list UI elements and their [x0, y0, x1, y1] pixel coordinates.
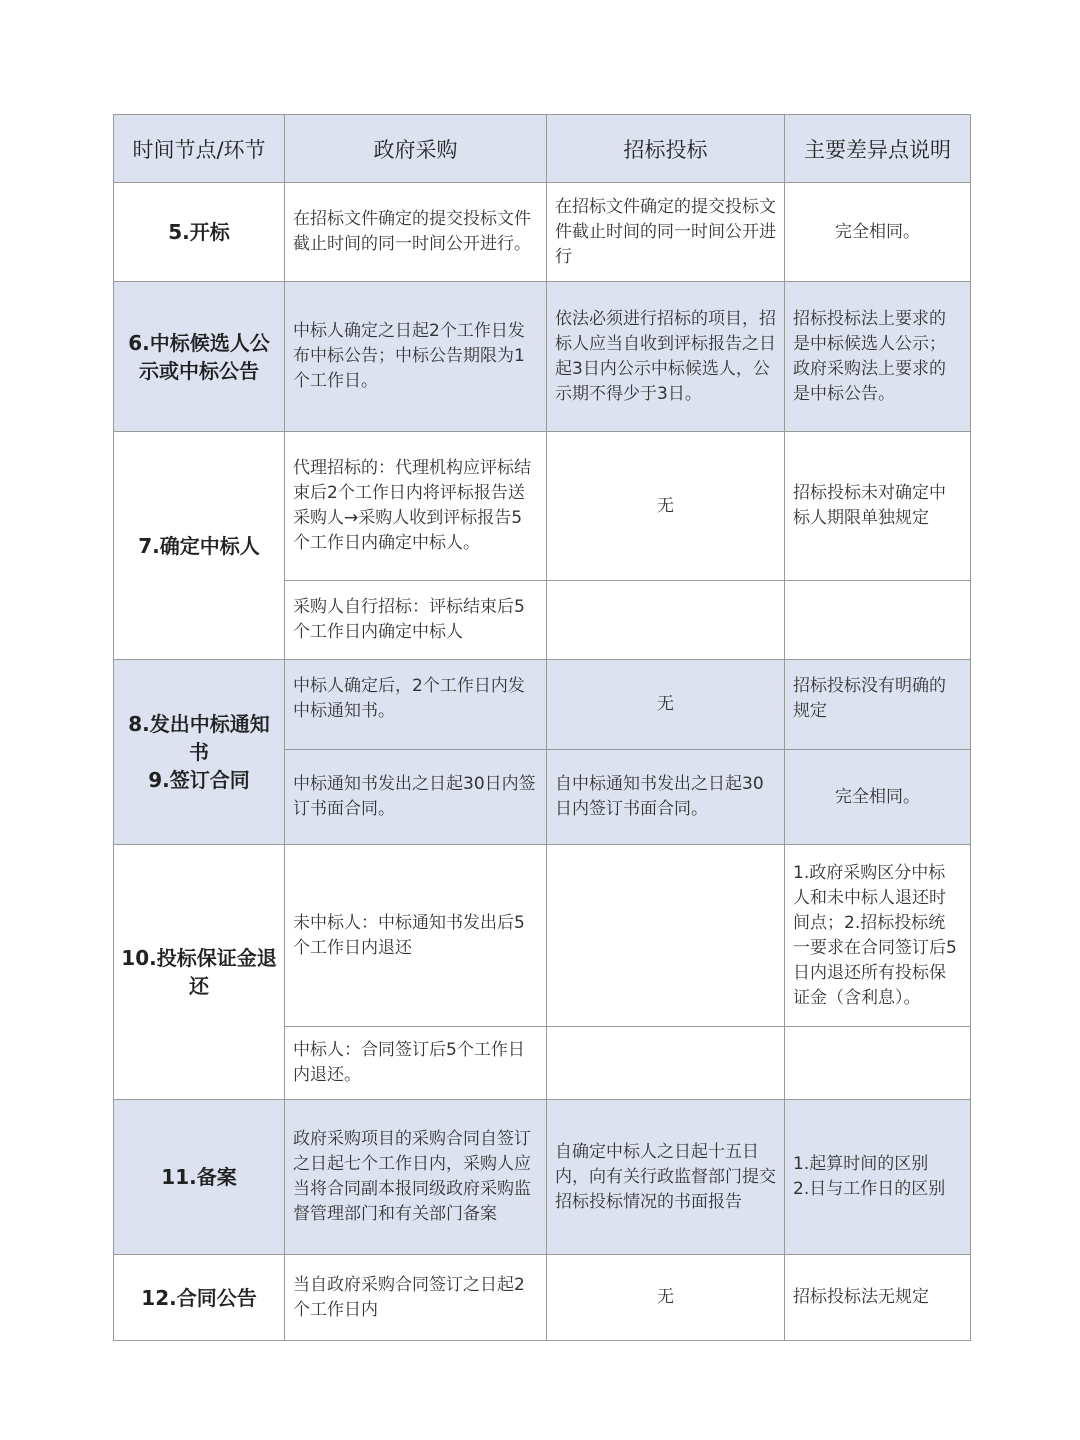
header-differences: 主要差异点说明 [785, 115, 971, 183]
empty-cell [785, 581, 971, 660]
difference-cell: 招标投标法无规定 [785, 1255, 971, 1341]
difference-cell: 完全相同。 [785, 183, 971, 282]
difference-cell: 招标投标法上要求的是中标候选人公示；政府采购法上要求的是中标公告。 [785, 282, 971, 432]
table-row [114, 845, 971, 1027]
table-row [114, 282, 971, 432]
government-cell: 未中标人：中标通知书发出后5个工作日内退还 [285, 845, 547, 1027]
stage-cell: 12.合同公告 [114, 1255, 285, 1341]
difference-cell: 1.政府采购区分中标人和未中标人退还时间点；2.招标投标统一要求在合同签订后5日内退还所有投标保证金（含利息）。 [785, 845, 971, 1027]
bidding-cell: 自确定中标人之日起十五日内，向有关行政监督部门提交招标投标情况的书面报告 [547, 1100, 785, 1255]
table-row [114, 432, 971, 581]
government-cell: 在招标文件确定的提交投标文件截止时间的同一时间公开进行。 [285, 183, 547, 282]
table-row [114, 1100, 971, 1255]
government-cell: 中标人：合同签订后5个工作日内退还。 [285, 1027, 547, 1100]
bidding-cell: 依法必须进行招标的项目，招标人应当自收到评标报告之日起3日内公示中标候选人，公示期不得少于3日。 [547, 282, 785, 432]
empty-cell [547, 1027, 785, 1100]
difference-cell: 招标投标未对确定中标人期限单独规定 [785, 432, 971, 581]
stage-cell: 7.确定中标人 [114, 432, 285, 660]
government-cell: 政府采购项目的采购合同自签订之日起七个工作日内，采购人应当将合同副本报同级政府采购监督管理部门和有关部门备案 [285, 1100, 547, 1255]
bidding-cell: 在招标文件确定的提交投标文件截止时间的同一时间公开进行 [547, 183, 785, 282]
stage-line-1: 8.发出中标通知书 [128, 712, 270, 764]
stage-line-2: 9.签订合同 [148, 768, 250, 792]
difference-cell [785, 1100, 971, 1255]
bidding-cell: 无 [547, 1255, 785, 1341]
comparison-table [113, 114, 971, 1341]
government-cell: 当自政府采购合同签订之日起2个工作日内 [285, 1255, 547, 1341]
empty-cell [785, 1027, 971, 1100]
table-row [114, 660, 971, 750]
stage-cell: 6.中标候选人公示或中标公告 [114, 282, 285, 432]
difference-line-2: 2.日与工作日的区别 [793, 1179, 946, 1199]
header-bidding: 招标投标 [547, 115, 785, 183]
bidding-cell: 自中标通知书发出之日起30日内签订书面合同。 [547, 750, 785, 845]
bidding-cell: 无 [547, 660, 785, 750]
empty-cell [547, 581, 785, 660]
header-stage: 时间节点/环节 [114, 115, 285, 183]
government-cell: 中标人确定后，2个工作日内发中标通知书。 [285, 660, 547, 750]
header-row [114, 115, 971, 183]
table-row [114, 183, 971, 282]
difference-line-1: 1.起算时间的区别 [793, 1154, 929, 1174]
stage-cell: 10.投标保证金退还 [114, 845, 285, 1100]
empty-cell [547, 845, 785, 1027]
government-cell: 中标通知书发出之日起30日内签订书面合同。 [285, 750, 547, 845]
government-cell: 采购人自行招标：评标结束后5个工作日内确定中标人 [285, 581, 547, 660]
government-cell: 代理招标的：代理机构应评标结束后2个工作日内将评标报告送采购人→采购人收到评标报告5个工作日内确定中标人。 [285, 432, 547, 581]
stage-cell [114, 660, 285, 845]
government-cell: 中标人确定之日起2个工作日发布中标公告；中标公告期限为1个工作日。 [285, 282, 547, 432]
table-row [114, 1255, 971, 1341]
difference-cell: 完全相同。 [785, 750, 971, 845]
stage-cell: 11.备案 [114, 1100, 285, 1255]
bidding-cell: 无 [547, 432, 785, 581]
difference-cell: 招标投标没有明确的规定 [785, 660, 971, 750]
stage-cell: 5.开标 [114, 183, 285, 282]
header-government-procurement: 政府采购 [285, 115, 547, 183]
